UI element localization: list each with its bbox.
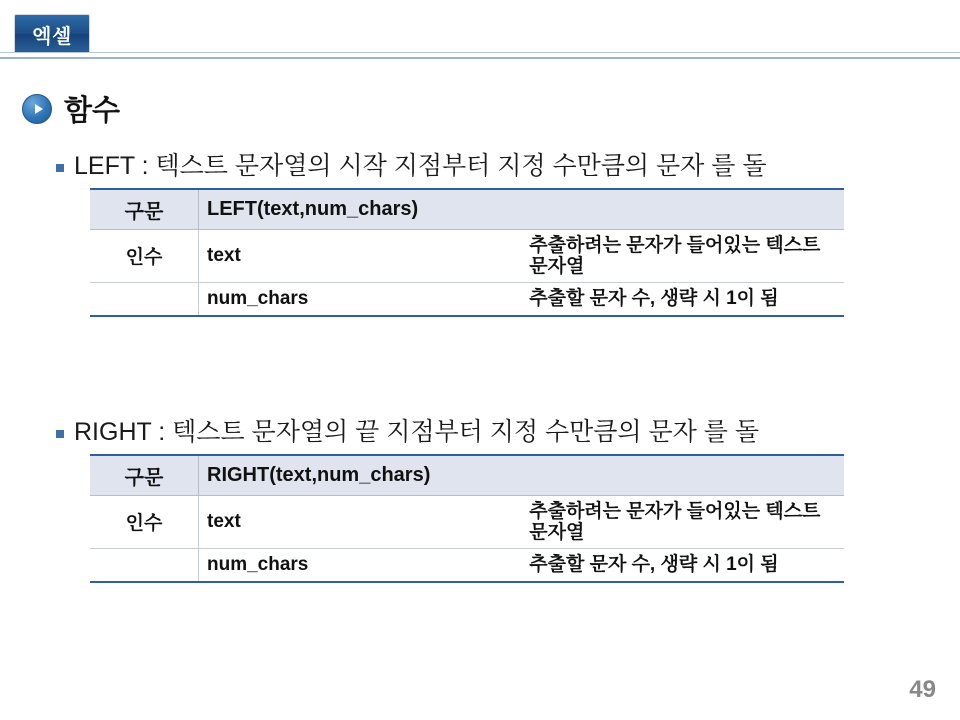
page-title-text: 함수 (64, 95, 121, 127)
right-function-table-wrapper (90, 454, 844, 584)
syntax-value-cell: LEFT(text,num_chars) (199, 189, 845, 230)
argument-desc-cell: 추출할 문자 수, 생략 시 1이 됨 (521, 549, 844, 583)
section-tab-label: 엑셀 (32, 25, 72, 48)
slide-header (0, 0, 960, 60)
table-row (90, 229, 844, 283)
table-row (90, 455, 844, 496)
right-function-table (90, 454, 844, 584)
argument-label-cell-empty (90, 549, 199, 583)
section-heading (56, 418, 936, 448)
section-left-function (56, 152, 936, 317)
square-bullet-icon (56, 430, 64, 438)
left-function-table (90, 188, 844, 318)
argument-label-cell: 인수 (90, 495, 199, 549)
header-divider (0, 52, 960, 59)
argument-desc-cell: 추출할 문자 수, 생략 시 1이 됨 (521, 283, 844, 317)
argument-label-cell: 인수 (90, 229, 199, 283)
argument-desc-cell: 추출하려는 문자가 들어있는 텍스트 문자열 (521, 229, 844, 283)
table-row (90, 549, 844, 583)
argument-name-cell: text (199, 229, 522, 283)
table-row (90, 283, 844, 317)
section-heading-text: RIGHT : 텍스트 문자열의 끝 지점부터 지정 수만큼의 문자 를 돌 (74, 418, 760, 446)
argument-name-cell: num_chars (199, 549, 522, 583)
section-tab-excel (14, 14, 90, 53)
syntax-label-cell: 구문 (90, 189, 199, 230)
argument-name-cell: text (199, 495, 522, 549)
argument-label-cell-empty (90, 283, 199, 317)
syntax-label-cell: 구문 (90, 455, 199, 496)
square-bullet-icon (56, 164, 64, 172)
syntax-value-cell: RIGHT(text,num_chars) (199, 455, 845, 496)
page-number: 49 (909, 676, 936, 703)
argument-desc-cell: 추출하려는 문자가 들어있는 텍스트 문자열 (521, 495, 844, 549)
section-heading-text: LEFT : 텍스트 문자열의 시작 지점부터 지정 수만큼의 문자 를 돌 (74, 152, 767, 180)
table-row (90, 495, 844, 549)
play-circle-icon (22, 94, 52, 124)
section-heading (56, 152, 936, 182)
section-right-function (56, 418, 936, 583)
left-function-table-wrapper (90, 188, 844, 318)
table-row (90, 189, 844, 230)
argument-name-cell: num_chars (199, 283, 522, 317)
page-title (22, 88, 120, 129)
